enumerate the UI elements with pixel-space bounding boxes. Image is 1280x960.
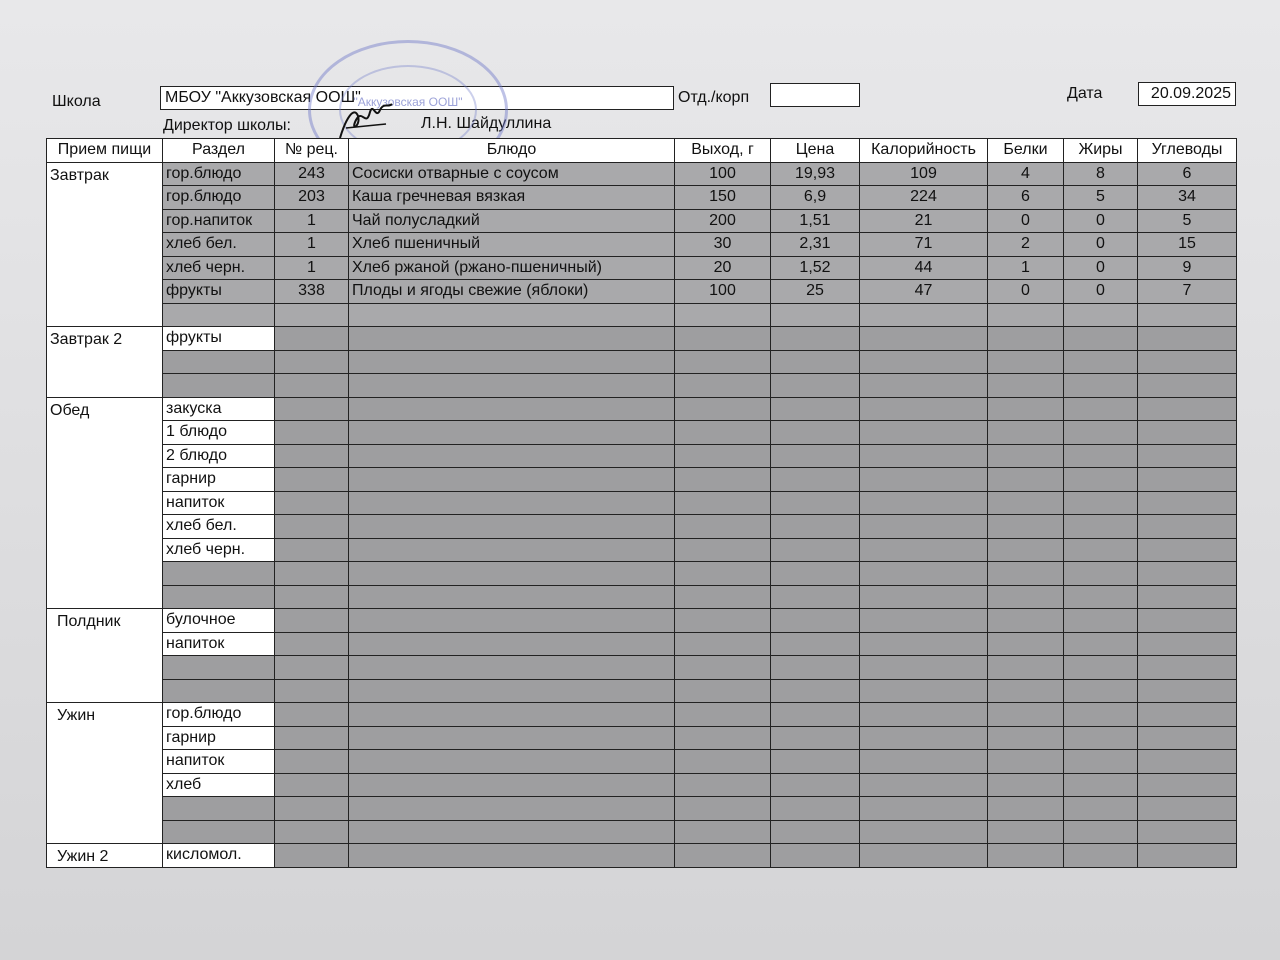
cell-output: 30	[675, 233, 771, 257]
cell-section: 1 блюдо	[163, 421, 275, 445]
cell-section: 2 блюдо	[163, 444, 275, 468]
menu-table	[46, 138, 1237, 868]
table-row	[47, 280, 1237, 304]
cell-section: хлеб	[163, 773, 275, 797]
col-price: Цена	[771, 139, 860, 163]
table-row	[47, 703, 1237, 727]
cell-output: 200	[675, 209, 771, 233]
cell-section: хлеб бел.	[163, 233, 275, 257]
meal-dinner: Ужин	[47, 703, 163, 844]
cell-price: 25	[771, 280, 860, 304]
cell-calories: 224	[860, 186, 988, 210]
cell-protein: 1	[988, 256, 1064, 280]
col-section: Раздел	[163, 139, 275, 163]
cell-dish: Сосиски отварные с соусом	[349, 162, 675, 186]
cell-section: гарнир	[163, 468, 275, 492]
cell-dish: Хлеб пшеничный	[349, 233, 675, 257]
cell-protein: 0	[988, 280, 1064, 304]
cell-dish: Хлеб ржаной (ржано-пшеничный)	[349, 256, 675, 280]
cell-fat: 0	[1064, 233, 1138, 257]
cell-carbs: 5	[1138, 209, 1237, 233]
cell-section: гор.блюдо	[163, 703, 275, 727]
cell-recipe: 1	[275, 209, 349, 233]
cell-output: 20	[675, 256, 771, 280]
cell-section: напиток	[163, 632, 275, 656]
cell-section: фрукты	[163, 327, 275, 351]
cell-price: 6,9	[771, 186, 860, 210]
cell-protein: 0	[988, 209, 1064, 233]
cell-section: гор.блюдо	[163, 162, 275, 186]
meal-dinner-2: Ужин 2	[47, 844, 163, 868]
cell-protein: 2	[988, 233, 1064, 257]
date-field[interactable]: 20.09.2025	[1138, 82, 1236, 106]
cell-section: гор.напиток	[163, 209, 275, 233]
director-label: Директор школы:	[163, 117, 291, 134]
cell-protein: 4	[988, 162, 1064, 186]
cell-fat: 0	[1064, 280, 1138, 304]
cell-output: 100	[675, 162, 771, 186]
cell-calories: 71	[860, 233, 988, 257]
cell-calories: 21	[860, 209, 988, 233]
cell-output: 100	[675, 280, 771, 304]
table-row	[47, 162, 1237, 186]
meal-breakfast: Завтрак	[47, 162, 163, 327]
col-calories: Калорийность	[860, 139, 988, 163]
table-row	[47, 609, 1237, 633]
col-output: Выход, г	[675, 139, 771, 163]
cell-carbs: 7	[1138, 280, 1237, 304]
meal-breakfast-2: Завтрак 2	[47, 327, 163, 398]
cell-price: 19,93	[771, 162, 860, 186]
cell-recipe: 1	[275, 233, 349, 257]
cell-price: 1,52	[771, 256, 860, 280]
col-dish: Блюдо	[349, 139, 675, 163]
cell-section: хлеб черн.	[163, 256, 275, 280]
table-row	[47, 233, 1237, 257]
dept-field[interactable]	[770, 83, 860, 107]
col-fat: Жиры	[1064, 139, 1138, 163]
cell-carbs: 6	[1138, 162, 1237, 186]
cell-section: кисломол.	[163, 844, 275, 868]
col-carbs: Углеводы	[1138, 139, 1237, 163]
cell-section: напиток	[163, 491, 275, 515]
cell-carbs: 9	[1138, 256, 1237, 280]
cell-section: гарнир	[163, 726, 275, 750]
cell-carbs: 15	[1138, 233, 1237, 257]
cell-recipe: 243	[275, 162, 349, 186]
table-row	[47, 186, 1237, 210]
cell-section: гор.блюдо	[163, 186, 275, 210]
cell-recipe: 203	[275, 186, 349, 210]
table-header	[47, 139, 1237, 163]
col-recipe: № рец.	[275, 139, 349, 163]
cell-recipe: 1	[275, 256, 349, 280]
director-name: Л.Н. Шайдуллина	[421, 115, 552, 132]
col-meal: Прием пищи	[47, 139, 163, 163]
school-label: Школа	[52, 93, 101, 110]
cell-section: закуска	[163, 397, 275, 421]
date-label: Дата	[1067, 85, 1103, 102]
cell-carbs: 34	[1138, 186, 1237, 210]
cell-recipe: 338	[275, 280, 349, 304]
cell-fat: 0	[1064, 209, 1138, 233]
cell-section: хлеб черн.	[163, 538, 275, 562]
meal-lunch: Обед	[47, 397, 163, 609]
cell-dish: Каша гречневая вязкая	[349, 186, 675, 210]
cell-price: 1,51	[771, 209, 860, 233]
cell-section: булочное	[163, 609, 275, 633]
cell-calories: 44	[860, 256, 988, 280]
cell-section: хлеб бел.	[163, 515, 275, 539]
meal-snack: Полдник	[47, 609, 163, 703]
dept-label: Отд./корп	[678, 89, 750, 106]
table-row	[47, 303, 1237, 327]
cell-fat: 8	[1064, 162, 1138, 186]
cell-dish: Плоды и ягоды свежие (яблоки)	[349, 280, 675, 304]
stamp-text: "Аккузовская ООШ"	[353, 95, 463, 109]
table-row	[47, 327, 1237, 351]
table-row	[47, 256, 1237, 280]
cell-protein: 6	[988, 186, 1064, 210]
cell-calories: 47	[860, 280, 988, 304]
school-field[interactable]: МБОУ "Аккузовская ООШ"	[160, 86, 674, 110]
cell-output: 150	[675, 186, 771, 210]
table-row	[47, 844, 1237, 868]
cell-price: 2,31	[771, 233, 860, 257]
cell-section: напиток	[163, 750, 275, 774]
table-row	[47, 397, 1237, 421]
cell-calories: 109	[860, 162, 988, 186]
cell-fat: 5	[1064, 186, 1138, 210]
table-row	[47, 209, 1237, 233]
cell-section: фрукты	[163, 280, 275, 304]
col-protein: Белки	[988, 139, 1064, 163]
cell-dish: Чай полусладкий	[349, 209, 675, 233]
cell-fat: 0	[1064, 256, 1138, 280]
